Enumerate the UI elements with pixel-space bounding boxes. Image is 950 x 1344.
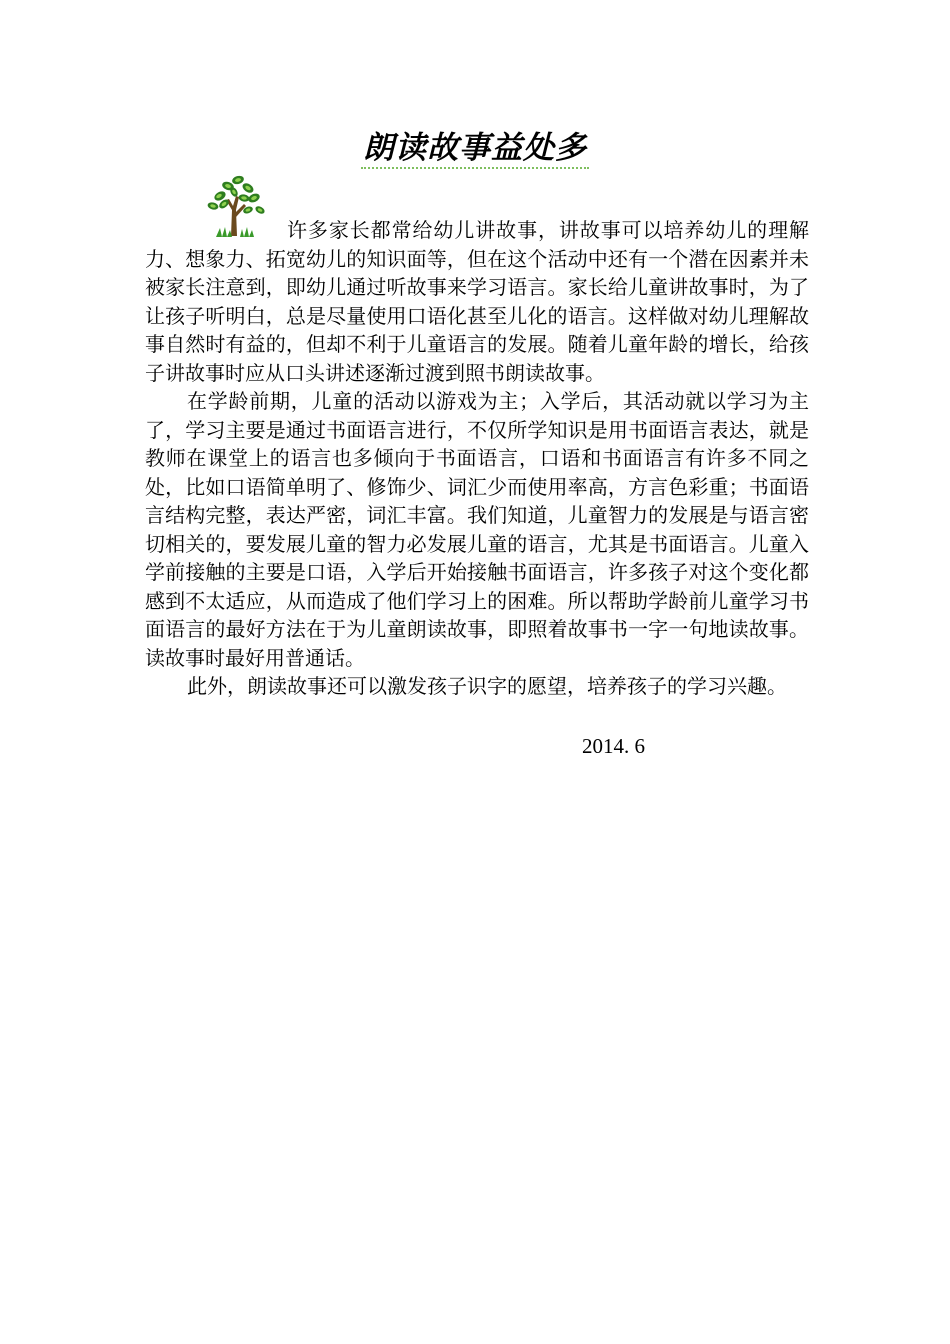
page-title-text: 朗读故事益处多 (361, 130, 589, 169)
paragraph-2: 在学龄前期，儿童的活动以游戏为主；入学后，其活动就以学习为主了，学习主要是通过书面语言进行，不仅所学知识是用书面语言表达，就是教师在课堂上的语言也多倾向于书面语言，口语和书面语言有许多不同之处，比如口语简单明了、修饰少、词汇少而使用率高，方言色彩重；书面语言结构完整，表达严密，词汇丰富。我们知道，儿童智力的发展是与语言密切相关的，要发展儿童的智力必发展儿童的语言，尤其是书面语言。儿童入学前接触的主要是口语，入学后开始接触书面语言，许多孩子对这个变化都感到不太适应，从而造成了他们学习上的困难。所以帮助学龄前儿童学习书面语言的最好方法在于为儿童朗读故事，即照着故事书一字一句地读故事。读故事时最好用普通话。 (145, 389, 809, 670)
paragraph-3: 此外，朗读故事还可以激发孩子识字的愿望，培养孩子的学习兴趣。 (187, 674, 787, 698)
paragraph-1: 许多家长都常给幼儿讲故事，讲故事可以培养幼儿的理解力、想象力、拓宽幼儿的知识面等，但在这个活动中还有一个潜在因素并未被家长注意到，即幼儿通过听故事来学习语言。家长给儿童讲故事时，为了让孩子听明白，总是尽量使用口语化甚至儿化的语言。这样做对幼儿理解故事自然时有益的，但却不利于儿童语言的发展。随着儿童年龄的增长，给孩子讲故事时应从口头讲述逐渐过渡到照书朗读故事。 (145, 218, 809, 385)
article-body (145, 216, 809, 701)
page-title (0, 126, 950, 170)
document-date: 2014. 6 (582, 734, 645, 758)
